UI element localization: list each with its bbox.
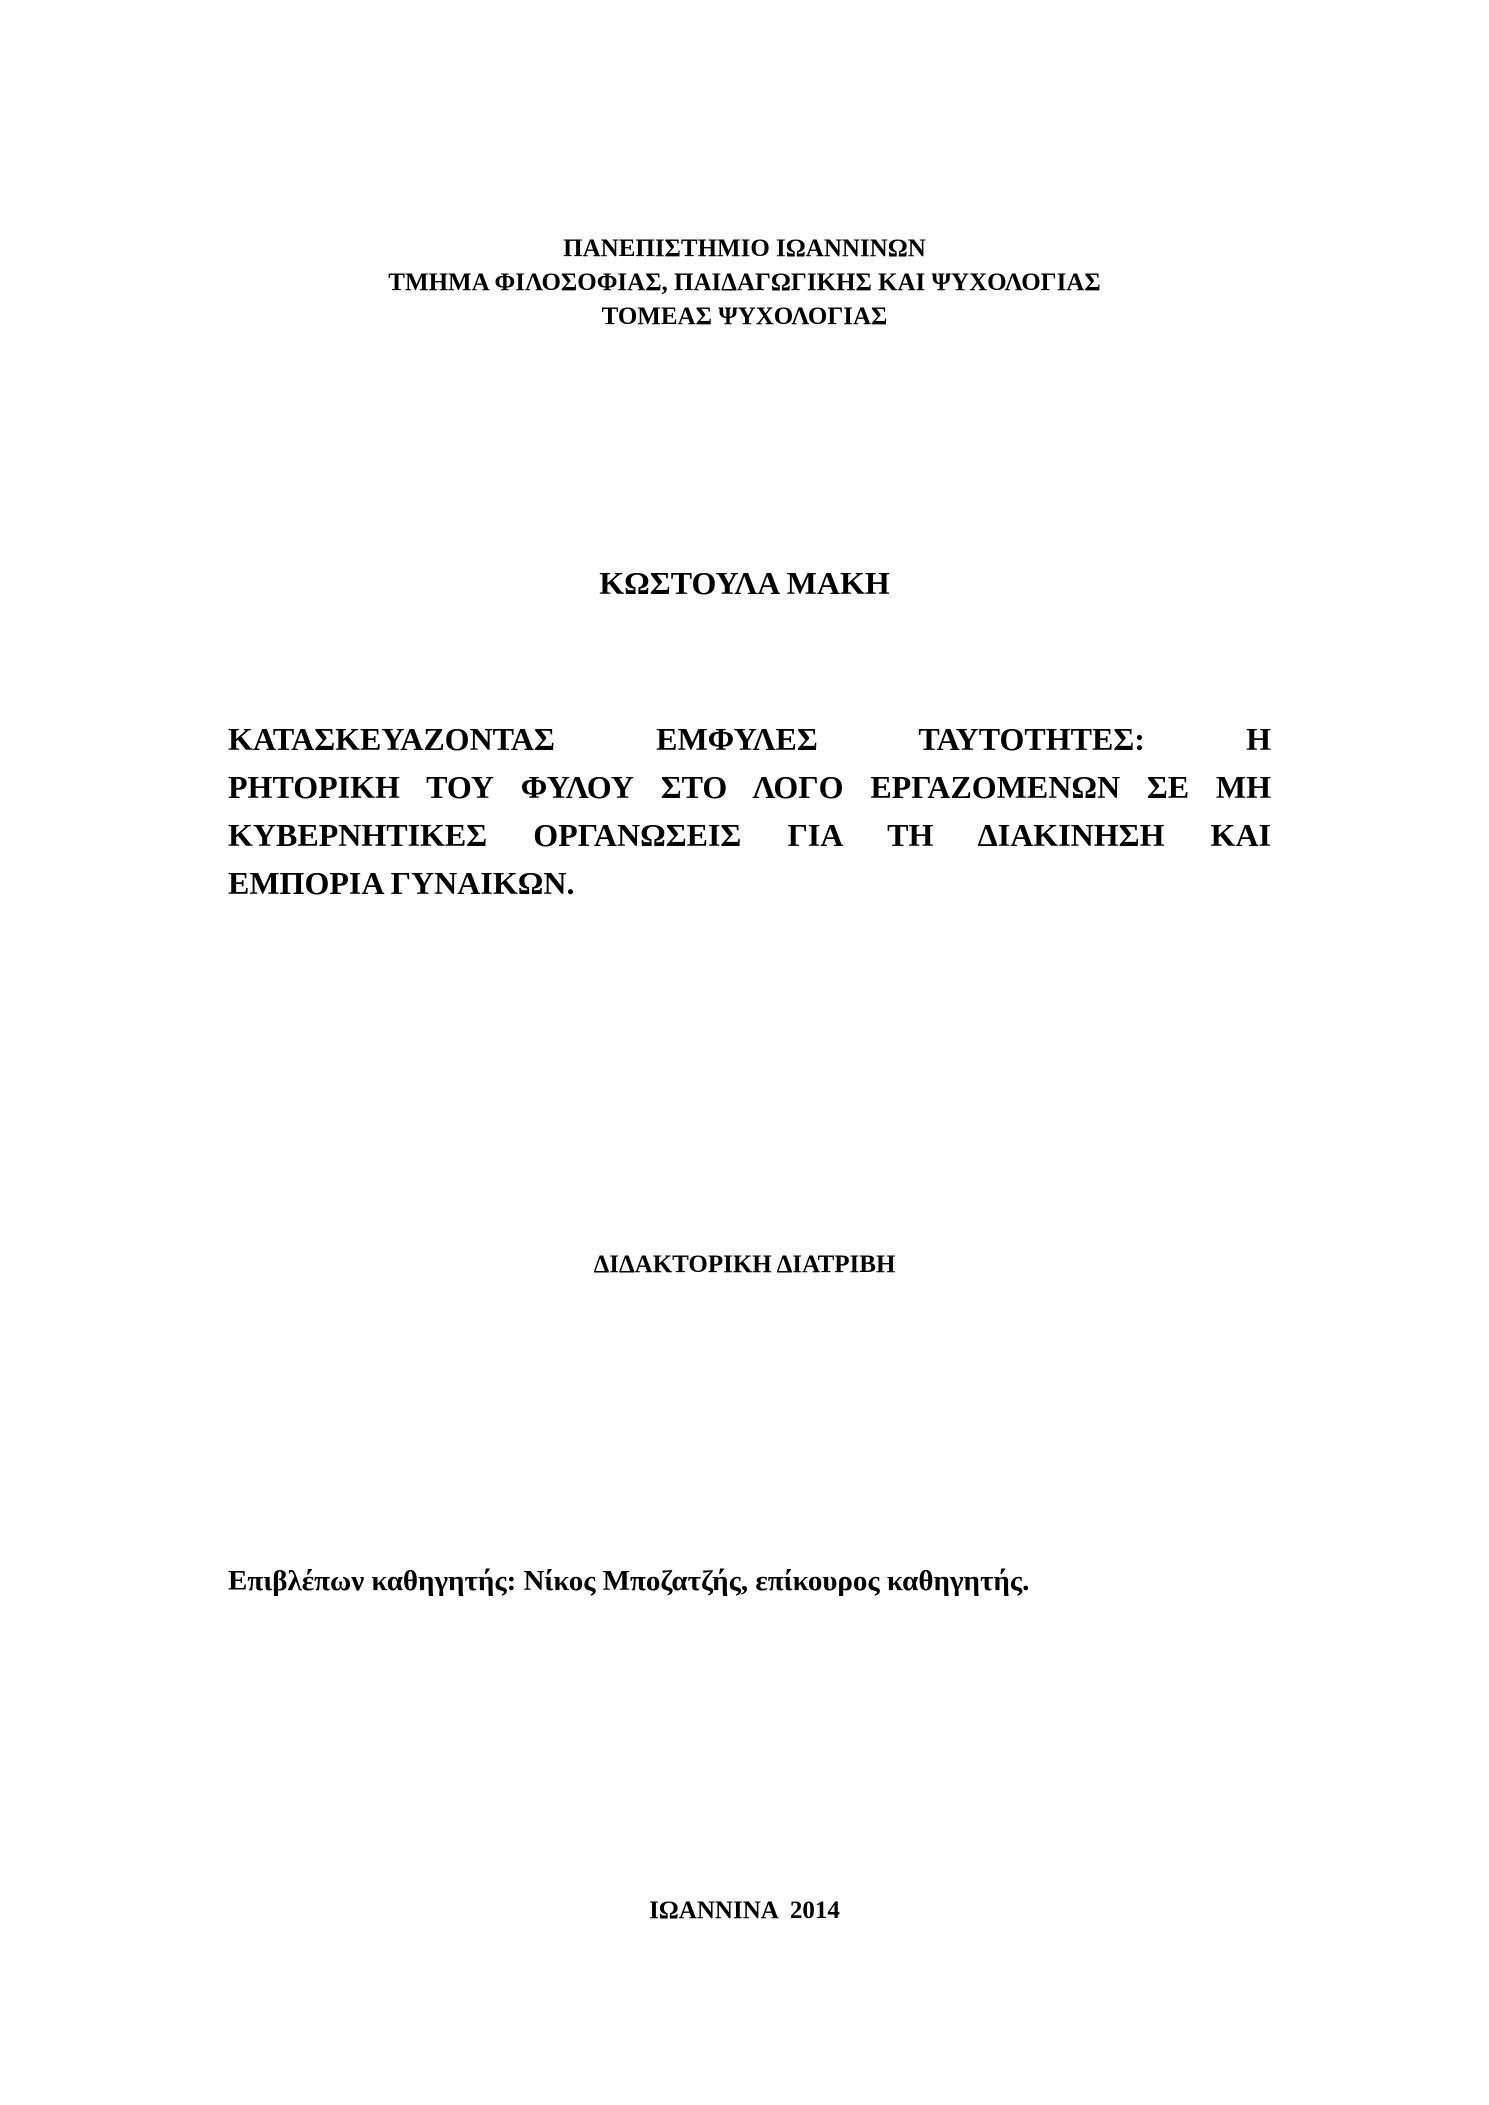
author-name: ΚΩΣΤΟΥΛΑ ΜΑΚΗ	[599, 565, 890, 601]
department-name: ΤΜΗΜΑ ΦΙΛΟΣΟΦΙΑΣ, ΠΑΙΔΑΓΩΓΙΚΗΣ ΚΑΙ ΨΥΧΟΛΟΓΙΑΣ	[388, 269, 1101, 296]
thesis-title-line: ΕΜΠΟΡΙΑ ΓΥΝΑΙΚΩΝ.	[228, 865, 575, 901]
thesis-title	[228, 715, 1271, 907]
thesis-title-line: ΡΗΤΟΡΙΚΗ ΤΟΥ ΦΥΛΟΥ ΣΤΟ ΛΟΓΟ ΕΡΓΑΖΟΜΕΝΩΝ ΣΕ ΜΗ	[228, 769, 1271, 805]
place-and-year: ΙΩΑΝΝΙΝΑ 2014	[649, 1897, 840, 1924]
document-type: ΔΙΔΑΚΤΟΡΙΚΗ ΔΙΑΤΡΙΒΗ	[593, 1251, 896, 1278]
thesis-title-line: ΚΑΤΑΣΚΕΥΑΖΟΝΤΑΣ ΕΜΦΥΛΕΣ ΤΑΥΤΟΤΗΤΕΣ: Η	[228, 721, 1271, 757]
sector-name: ΤΟΜΕΑΣ ΨΥΧΟΛΟΓΙΑΣ	[601, 303, 888, 330]
thesis-title-line: ΚΥΒΕΡΝΗΤΙΚΕΣ ΟΡΓΑΝΩΣΕΙΣ ΓΙΑ ΤΗ ΔΙΑΚΙΝΗΣΗ ΚΑΙ	[228, 817, 1271, 853]
supervisor-line: Επιβλέπων καθηγητής: Νίκος Μποζατζής, επίκουρος καθηγητής.	[228, 1565, 1030, 1597]
institution-header	[0, 232, 1489, 334]
university-name: ΠΑΝΕΠΙΣΤΗΜΙΟ ΙΩΑΝΝΙΝΩΝ	[563, 235, 926, 262]
